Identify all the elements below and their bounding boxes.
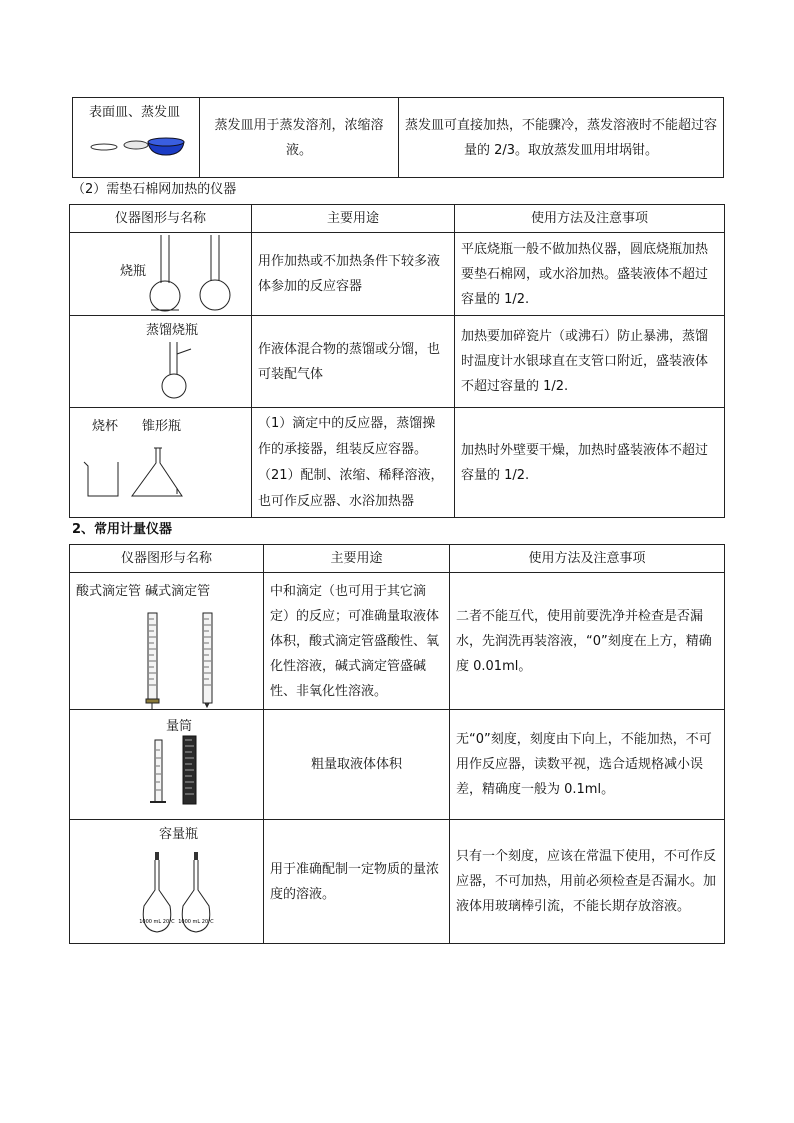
column-header: 使用方法及注意事项: [450, 545, 725, 573]
notes-cell: 无“0”刻度，刻度由下向上，不能加热，不可用作反应器，读数平视，选合适规格减小误差，精确度一般为 0.1ml。: [450, 710, 725, 820]
instrument-name: 烧杯: [92, 419, 119, 434]
section-title-measuring: 2、常用计量仪器: [72, 522, 173, 537]
beaker-and-conical-flask-icon: [70, 408, 252, 518]
table-evaporating-dish: [72, 97, 724, 178]
flask-icon: [70, 233, 252, 316]
table-row: [70, 820, 725, 944]
column-header: 仪器图形与名称: [70, 545, 264, 573]
notes-cell: 蒸发皿可直接加热，不能骤冷，蒸发溶液时不能超过容量的 2/3。取放蒸发皿用坩埚钳。: [399, 98, 724, 178]
usage-cell: （1）滴定中的反应器，蒸馏操作的承接器，组装反应容器。（21）配制、浓缩、稀释溶液，也可作反应器、水浴加热器: [252, 408, 455, 518]
usage-cell: 用作加热或不加热条件下较多液体参加的反应容器: [252, 233, 455, 316]
table-header-row: [70, 545, 725, 573]
table-row: [70, 710, 725, 820]
notes-cell: 只有一个刻度，应该在常温下使用，不可作反应器，不可加热，用前必须检查是否漏水。加液体用玻璃棒引流，不能长期存放溶液。: [450, 820, 725, 944]
table-header-row: [70, 205, 725, 233]
section-title-asbestos: （2）需垫石棉网加热的仪器: [72, 182, 237, 197]
column-header: 使用方法及注意事项: [455, 205, 725, 233]
instrument-cell: [73, 98, 200, 178]
usage-cell: 中和滴定（也可用于其它滴定）的反应；可准确量取液体体积，酸式滴定管盛酸性、氧化性溶液，碱式滴定管盛碱性、非氧化性溶液。: [264, 573, 450, 710]
flask-label: 1000 mL 20℃: [139, 919, 175, 925]
usage-cell: 作液体混合物的蒸馏或分馏，也可装配气体: [252, 316, 455, 408]
notes-cell: 平底烧瓶一般不做加热仪器，圆底烧瓶加热要垫石棉网，或水浴加热。盛装液体不超过容量的 1/2.: [455, 233, 725, 316]
table-row: [70, 573, 725, 710]
table-row: [73, 98, 724, 178]
graduated-cylinder-icon: [70, 710, 264, 820]
instrument-cell: [70, 408, 252, 518]
table-measuring-instruments: [69, 544, 725, 944]
table-row: [70, 233, 725, 316]
table-row: [70, 408, 725, 518]
notes-cell: 加热时外壁要干燥，加热时盛装液体不超过容量的 1/2.: [455, 408, 725, 518]
column-header: 主要用途: [264, 545, 450, 573]
instrument-cell: [70, 710, 264, 820]
usage-cell: 粗量取液体体积: [264, 710, 450, 820]
flask-label: 1000 mL 20℃: [178, 919, 214, 925]
instrument-cell: [70, 233, 252, 316]
instrument-name: 表面皿、蒸发皿: [89, 105, 181, 120]
instrument-name: 容量瓶: [159, 827, 199, 842]
instrument-name: 量筒: [166, 719, 193, 734]
column-header: 仪器图形与名称: [70, 205, 252, 233]
usage-cell: 用于准确配制一定物质的量浓度的溶液。: [264, 820, 450, 944]
evaporating-dish-icon: [73, 98, 200, 178]
table-row: [70, 316, 725, 408]
instrument-name: 锥形瓶: [142, 419, 182, 434]
instrument-name: 烧瓶: [120, 264, 147, 279]
notes-cell: 加热要加碎瓷片（或沸石）防止暴沸，蒸馏时温度计水银球直在支管口附近，盛装液体不超过容量的 1/2.: [455, 316, 725, 408]
volumetric-flask-icon: [70, 820, 264, 944]
distilling-flask-icon: [70, 316, 252, 408]
instrument-cell: [70, 316, 252, 408]
burette-icon: [70, 573, 264, 710]
instrument-name: 酸式滴定管 碱式滴定管: [76, 584, 211, 599]
notes-cell: 二者不能互代，使用前要洗净并检查是否漏水，先润洗再装溶液，“0”刻度在上方，精确度 0.01ml。: [450, 573, 725, 710]
instrument-cell: [70, 573, 264, 710]
instrument-cell: [70, 820, 264, 944]
column-header: 主要用途: [252, 205, 455, 233]
table-asbestos-instruments: [69, 204, 725, 518]
instrument-name: 蒸馏烧瓶: [146, 323, 199, 338]
usage-cell: 蒸发皿用于蒸发溶剂，浓缩溶液。: [200, 98, 399, 178]
